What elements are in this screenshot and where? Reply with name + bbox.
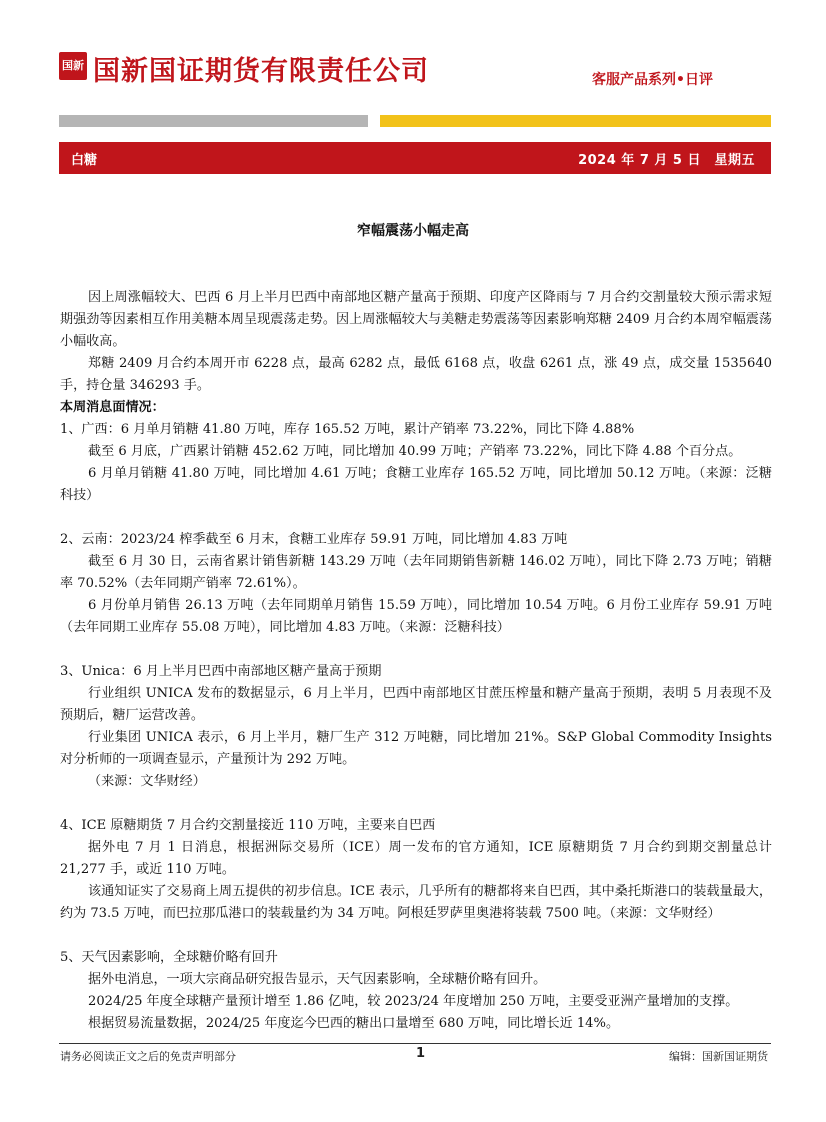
document-title: 窄幅震荡小幅走高 — [357, 223, 469, 239]
report-series: 客服产品系列•日评 — [592, 72, 713, 88]
company-logo: 国新 — [59, 52, 87, 80]
spacer — [60, 639, 772, 661]
news-item-source: （来源：文华财经） — [88, 774, 206, 789]
news-item-title: 4、ICE 原糖期货 7 月合约交割量接近 110 万吨，主要来自巴西 — [60, 818, 436, 833]
editor-credit: 编辑：国新国证期货 — [669, 1050, 768, 1063]
title-band — [59, 142, 771, 174]
spacer — [60, 925, 772, 947]
spacer — [60, 793, 772, 815]
news-item-paragraph: 截至 6 月底，广西累计销糖 452.62 万吨，同比增加 40.99 万吨；产销率 73.22%，同比下降 4.88 个百分点。 — [88, 444, 742, 459]
news-item-paragraph: 2024/25 年度全球糖产量预计增至 1.86 亿吨，较 2023/24 年度增加 250 万吨，主要受亚洲产量增加的支撑。 — [88, 994, 739, 1009]
news-item-paragraph: 该通知证实了交易商上周五提供的初步信息。ICE 表示，几乎所有的糖都将来自巴西，其中桑托斯港口的装载量最大，约为 73.5 万吨，而巴拉那瓜港口的装载量约为 34 万吨。阿根廷罗萨里奥港将装载 7500 吨。（来源：文华财经） — [60, 884, 772, 921]
news-item-paragraph: 6 月单月销糖 41.80 万吨，同比增加 4.61 万吨；食糖工业库存 165.52 万吨，同比增加 50.12 万吨。（来源：泛糖科技） — [60, 466, 772, 503]
report-date: 2024 年 7 月 5 日 星期五 — [578, 153, 755, 168]
paragraph-summary: 因上周涨幅较大、巴西 6 月上半月巴西中南部地区糖产量高于预期、印度产区降雨与 7 月合约交割量较大预示需求短期强劲等因素相互作用美糖本周呈现震荡走势。因上周涨幅较大与美糖走势震荡等因素影响郑糖 2409 月合约本周窄幅震荡小幅收高。 — [60, 290, 772, 349]
document-body — [60, 287, 772, 1035]
decorative-bar-yellow — [380, 115, 771, 127]
news-item-paragraph: 截至 6 月 30 日，云南省累计销售新糖 143.29 万吨（去年同期销售新糖 146.02 万吨），同比下降 2.73 万吨；销糖率 70.52%（去年同期产销率 72.61%）。 — [60, 554, 772, 591]
spacer — [60, 507, 772, 529]
page-number: 1 — [416, 1046, 426, 1061]
news-heading: 本周消息面情况： — [60, 400, 165, 415]
page-header — [59, 46, 771, 92]
paragraph-market-data: 郑糖 2409 月合约本周开市 6228 点，最高 6282 点，最低 6168 点，收盘 6261 点，涨 49 点，成交量 1535640 手，持仓量 346293 手。 — [60, 356, 772, 393]
footer-divider — [59, 1043, 771, 1044]
news-item-paragraph: 行业组织 UNICA 发布的数据显示，6 月上半月，巴西中南部地区甘蔗压榨量和糖产量高于预期，表明 5 月表现不及预期后，糖厂运营改善。 — [60, 686, 772, 723]
commodity-label: 白糖 — [71, 153, 98, 168]
news-item-title: 3、Unica：6 月上半月巴西中南部地区糖产量高于预期 — [60, 664, 382, 679]
news-item-title: 2、云南：2023/24 榨季截至 6 月末，食糖工业库存 59.91 万吨，同比增加 4.83 万吨 — [60, 532, 568, 547]
news-item-paragraph: 据外电消息，一项大宗商品研究报告显示，天气因素影响，全球糖价略有回升。 — [88, 972, 547, 987]
company-name: 国新国证期货有限责任公司 — [93, 56, 429, 87]
decorative-bar-gray — [59, 115, 368, 127]
news-item-title: 1、广西：6 月单月销糖 41.80 万吨，库存 165.52 万吨，累计产销率 73.22%，同比下降 4.88% — [60, 422, 635, 437]
news-item-paragraph: 6 月份单月销售 26.13 万吨（去年同期单月销售 15.59 万吨），同比增加 10.54 万吨。6 月份工业库存 59.91 万吨（去年同期工业库存 55.08 万吨），同比增加 4.83 万吨。（来源：泛糖科技） — [60, 598, 772, 635]
news-item-paragraph: 据外电 7 月 1 日消息，根据洲际交易所（ICE）周一发布的官方通知，ICE 原糖期货 7 月合约到期交割量总计 21,277 手，或近 110 万吨。 — [60, 840, 772, 877]
news-item-title: 5、天气因素影响，全球糖价略有回升 — [60, 950, 278, 965]
disclaimer-note: 请务必阅读正文之后的免责声明部分 — [60, 1050, 236, 1063]
news-item-paragraph: 根据贸易流量数据，2024/25 年度迄今巴西的糖出口量增至 680 万吨，同比增长近 14%。 — [88, 1016, 620, 1031]
news-item-paragraph: 行业集团 UNICA 表示，6 月上半月，糖厂生产 312 万吨糖，同比增加 21%。S&P Global Commodity Insights 对分析师的一项调查显示，产量预计为 292 万吨。 — [60, 730, 772, 767]
